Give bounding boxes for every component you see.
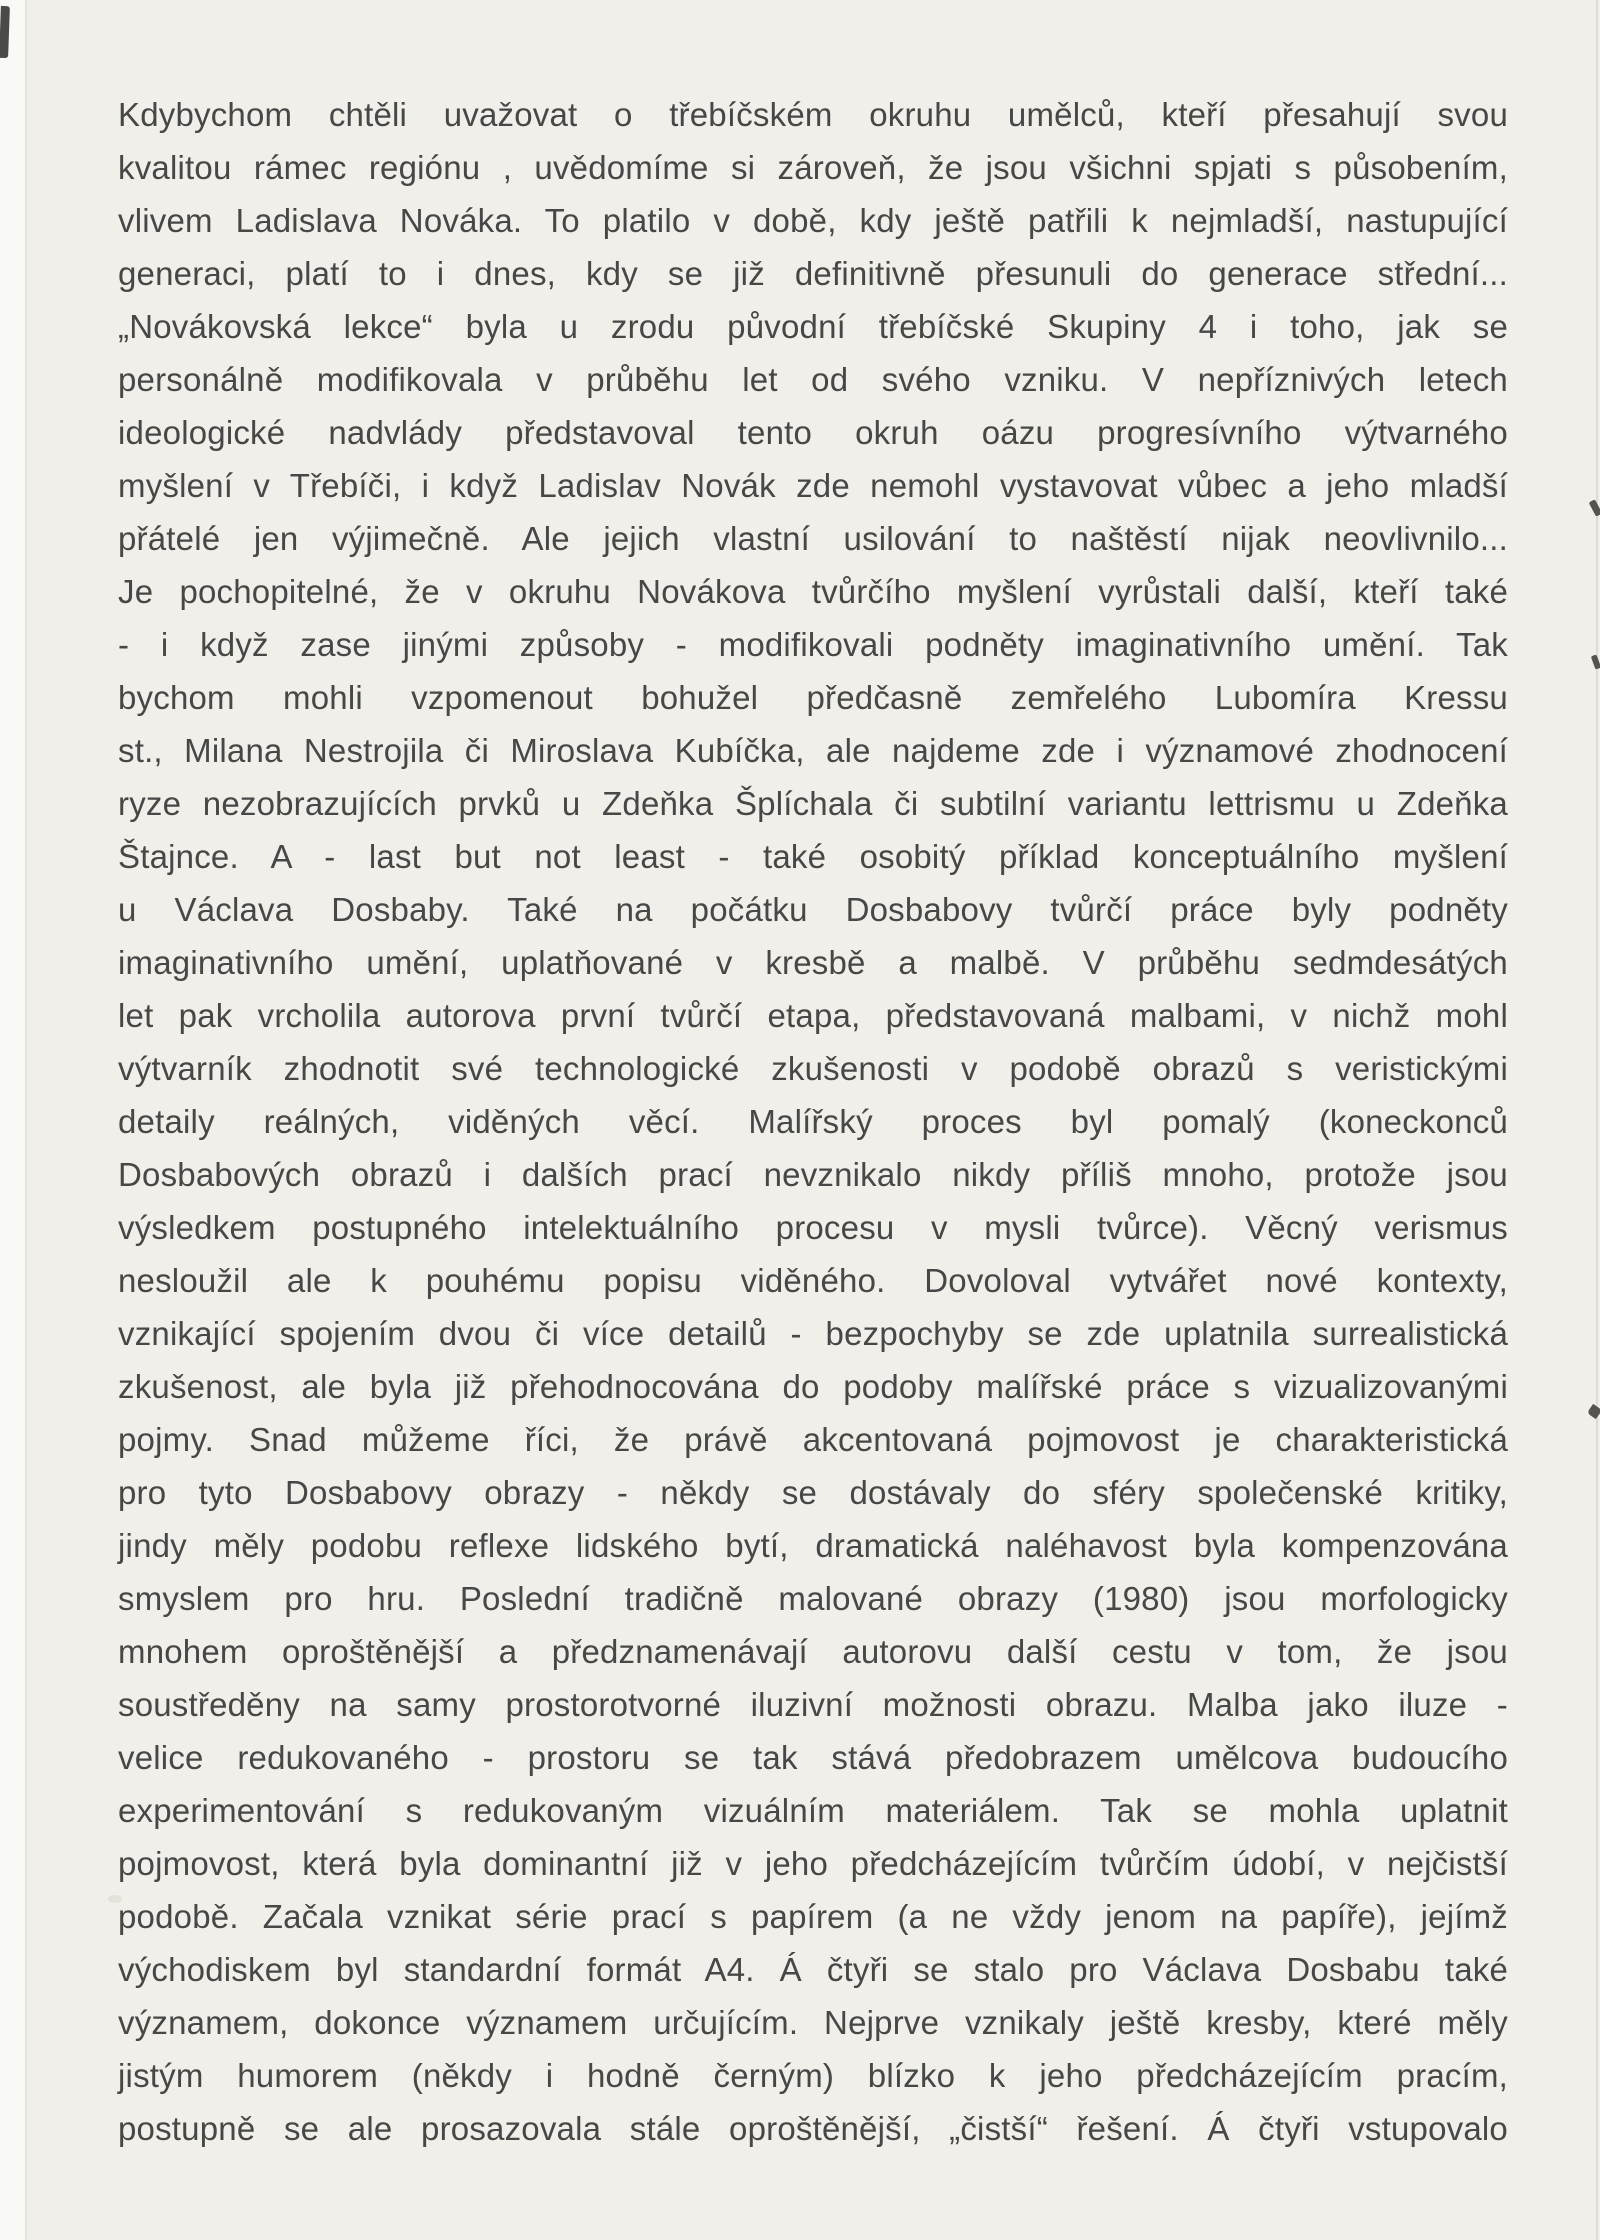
text-line: soustředěny na samy prostorotvorné iluzivní možnosti obrazu. Malba jako iluze - xyxy=(118,1686,1508,1723)
text-line: jindy měly podobu reflexe lidského bytí, dramatická naléhavost byla kompenzována xyxy=(118,1527,1508,1564)
text-line: personálně modifikovala v průběhu let od svého vzniku. V nepříznivých letech xyxy=(118,361,1508,398)
scan-speck xyxy=(1589,499,1600,516)
text-line: podobě. Začala vznikat série prací s papírem (a ne vždy jenom na papíře), jejímž xyxy=(118,1898,1508,1935)
text-line: postupně se ale prosazovala stále oproštěnější, „čistší“ řešení. Á čtyři vstupovalo xyxy=(118,2110,1508,2147)
text-line: myšlení v Třebíči, i když Ladislav Novák zde nemohl vystavovat vůbec a jeho mladší xyxy=(118,467,1508,504)
text-line: let pak vrcholila autorova první tvůrčí etapa, představovaná malbami, v nichž mohl xyxy=(118,997,1508,1034)
text-line: Kdybychom chtěli uvažovat o třebíčském okruhu umělců, kteří přesahují svou xyxy=(118,96,1508,133)
text-line: výtvarník zhodnotit své technologické zkušenosti v podobě obrazů s veristickými xyxy=(118,1050,1508,1087)
text-line: výsledkem postupného intelektuálního procesu v mysli tvůrce). Věcný verismus xyxy=(118,1209,1508,1246)
text-line: jistým humorem (někdy i hodně černým) blízko k jeho předcházejícím pracím, xyxy=(118,2057,1508,2094)
text-line: Je pochopitelné, že v okruhu Novákova tvůrčího myšlení vyrůstali další, kteří také xyxy=(118,573,1508,610)
text-line: Dosbabových obrazů i dalších prací nevznikalo nikdy příliš mnoho, protože jsou xyxy=(118,1156,1508,1193)
text-line: zkušenost, ale byla již přehodnocována do podoby malířské práce s vizualizovanými xyxy=(118,1368,1508,1405)
text-line: nesloužil ale k pouhému popisu viděného. Dovoloval vytvářet nové kontexty, xyxy=(118,1262,1508,1299)
text-line: pro tyto Dosbabovy obrazy - někdy se dostávaly do sféry společenské kritiky, xyxy=(118,1474,1508,1511)
text-line: ideologické nadvlády představoval tento okruh oázu progresívního výtvarného xyxy=(118,414,1508,451)
text-line: imaginativního umění, uplatňované v kresbě a malbě. V průběhu sedmdesátých xyxy=(118,944,1508,981)
text-line: kvalitou rámec regiónu , uvědomíme si zároveň, že jsou všichni spjati s působením, xyxy=(118,149,1508,186)
text-line: smyslem pro hru. Poslední tradičně malované obrazy (1980) jsou morfologicky xyxy=(118,1580,1508,1617)
text-line: detaily reálných, viděných věcí. Malířský proces byl pomalý (koneckonců xyxy=(118,1103,1508,1140)
text-line: významem, dokonce významem určujícím. Nejprve vznikaly ještě kresby, které měly xyxy=(118,2004,1508,2041)
text-line: generaci, platí to i dnes, kdy se již definitivně přesunuli do generace střední... xyxy=(118,255,1508,292)
body-text-block xyxy=(118,88,1508,2155)
text-line: u Václava Dosbaby. Také na počátku Dosbabovy tvůrčí práce byly podněty xyxy=(118,891,1508,928)
scan-speck xyxy=(1591,654,1600,669)
text-line: velice redukovaného - prostoru se tak stává předobrazem umělcova budoucího xyxy=(118,1739,1508,1776)
text-line: vznikající spojením dvou či více detailů - bezpochyby se zde uplatnila surrealistická xyxy=(118,1315,1508,1352)
scan-left-edge-strip xyxy=(0,0,25,2240)
text-line: pojmy. Snad můžeme říci, že právě akcentovaná pojmovost je charakteristická xyxy=(118,1421,1508,1458)
scan-speck xyxy=(1587,1404,1600,1419)
text-line: východiskem byl standardní formát A4. Á čtyři se stalo pro Václava Dosbabu také xyxy=(118,1951,1508,1988)
text-line: „Novákovská lekce“ byla u zrodu původní třebíčské Skupiny 4 i toho, jak se xyxy=(118,308,1508,345)
text-line: pojmovost, která byla dominantní již v jeho předcházejícím tvůrčím údobí, v nejčistší xyxy=(118,1845,1508,1882)
text-line: bychom mohli vzpomenout bohužel předčasně zemřelého Lubomíra Kressu xyxy=(118,679,1508,716)
text-line: experimentování s redukovaným vizuálním materiálem. Tak se mohla uplatnit xyxy=(118,1792,1508,1829)
scan-right-edge-seam xyxy=(1596,0,1598,2240)
text-line: mnohem oproštěnější a předznamenávají autorovu další cestu v tom, že jsou xyxy=(118,1633,1508,1670)
text-line: - i když zase jinými způsoby - modifikovali podněty imaginativního umění. Tak xyxy=(118,626,1508,663)
text-line: vlivem Ladislava Nováka. To platilo v době, kdy ještě patřili k nejmladší, nastupující xyxy=(118,202,1508,239)
text-line: st., Milana Nestrojila či Miroslava Kubíčka, ale najdeme zde i významové zhodnocení xyxy=(118,732,1508,769)
text-line: přátelé jen výjimečně. Ale jejich vlastní usilování to naštěstí nijak neovlivnilo... xyxy=(118,520,1508,557)
scan-left-edge-seam xyxy=(25,0,27,2240)
text-line: ryze nezobrazujících prvků u Zdeňka Šplíchala či subtilní variantu lettrismu u Zdeňka xyxy=(118,785,1508,822)
text-line: Štajnce. A - last but not least - také osobitý příklad konceptuálního myšlení xyxy=(118,838,1508,875)
